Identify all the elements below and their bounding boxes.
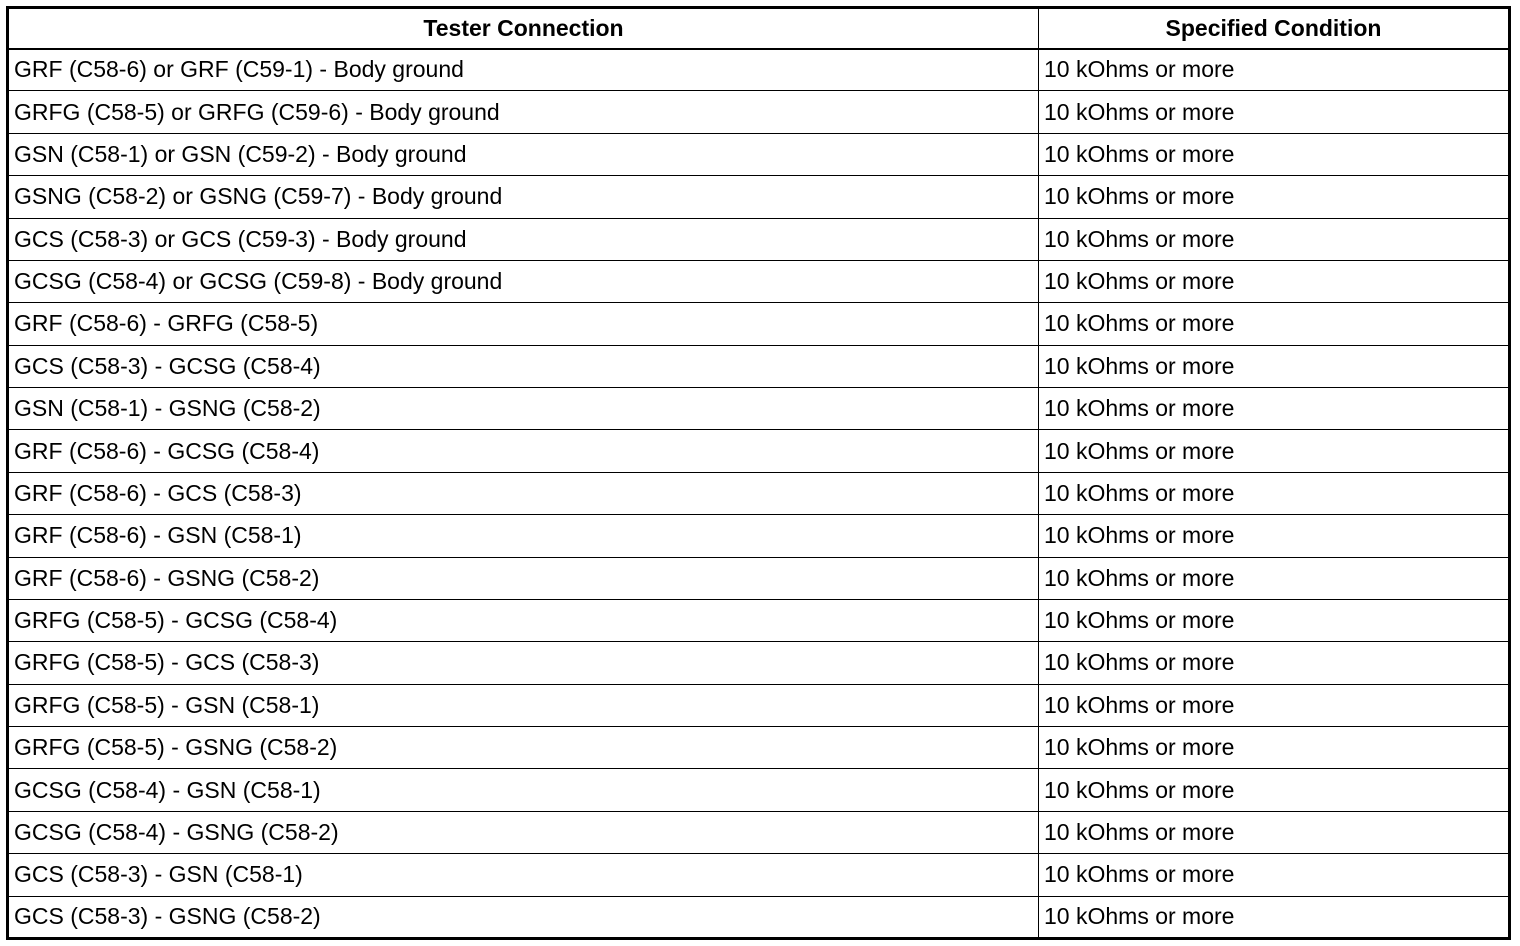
table-row: [8, 769, 1510, 811]
specified-condition-cell: 10 kOhms or more: [1039, 430, 1510, 472]
table-row: [8, 472, 1510, 514]
specified-condition-cell: 10 kOhms or more: [1039, 515, 1510, 557]
specified-condition-cell: 10 kOhms or more: [1039, 218, 1510, 260]
table-header: [8, 8, 1510, 49]
tester-connection-cell: GCSG (C58-4) - GSNG (C58-2): [8, 811, 1039, 853]
table-row: [8, 218, 1510, 260]
specified-condition-cell: 10 kOhms or more: [1039, 260, 1510, 302]
table-row: [8, 388, 1510, 430]
tester-connection-cell: GCS (C58-3) - GSN (C58-1): [8, 854, 1039, 896]
specified-condition-cell: 10 kOhms or more: [1039, 896, 1510, 939]
tester-connection-table: [6, 6, 1511, 940]
specified-condition-cell: 10 kOhms or more: [1039, 91, 1510, 133]
tester-connection-cell: GRF (C58-6) - GSNG (C58-2): [8, 557, 1039, 599]
specified-condition-cell: 10 kOhms or more: [1039, 472, 1510, 514]
table-row: [8, 260, 1510, 302]
table-row: [8, 854, 1510, 896]
table-row: [8, 176, 1510, 218]
specified-condition-cell: 10 kOhms or more: [1039, 303, 1510, 345]
tester-connection-cell: GRFG (C58-5) - GCS (C58-3): [8, 642, 1039, 684]
specified-condition-cell: 10 kOhms or more: [1039, 684, 1510, 726]
tester-connection-cell: GSNG (C58-2) or GSNG (C59-7) - Body ground: [8, 176, 1039, 218]
tester-connection-cell: GCSG (C58-4) - GSN (C58-1): [8, 769, 1039, 811]
table-row: [8, 811, 1510, 853]
specified-condition-cell: 10 kOhms or more: [1039, 345, 1510, 387]
specified-condition-cell: 10 kOhms or more: [1039, 176, 1510, 218]
specified-condition-cell: 10 kOhms or more: [1039, 854, 1510, 896]
table-row: [8, 896, 1510, 939]
header-specified-condition: Specified Condition: [1039, 8, 1510, 49]
table-row: [8, 684, 1510, 726]
tester-connection-cell: GSN (C58-1) - GSNG (C58-2): [8, 388, 1039, 430]
table-row: [8, 727, 1510, 769]
tester-connection-cell: GCS (C58-3) or GCS (C59-3) - Body ground: [8, 218, 1039, 260]
tester-connection-cell: GRFG (C58-5) or GRFG (C59-6) - Body ground: [8, 91, 1039, 133]
tester-connection-cell: GCS (C58-3) - GSNG (C58-2): [8, 896, 1039, 939]
specified-condition-cell: 10 kOhms or more: [1039, 557, 1510, 599]
table-row: [8, 303, 1510, 345]
tester-connection-cell: GRF (C58-6) or GRF (C59-1) - Body ground: [8, 49, 1039, 91]
specified-condition-cell: 10 kOhms or more: [1039, 133, 1510, 175]
tester-connection-cell: GCSG (C58-4) or GCSG (C59-8) - Body ground: [8, 260, 1039, 302]
specified-condition-cell: 10 kOhms or more: [1039, 811, 1510, 853]
tester-connection-cell: GRF (C58-6) - GCSG (C58-4): [8, 430, 1039, 472]
header-row: [8, 8, 1510, 49]
table-row: [8, 515, 1510, 557]
header-tester-connection: Tester Connection: [8, 8, 1039, 49]
table-row: [8, 345, 1510, 387]
specified-condition-cell: 10 kOhms or more: [1039, 49, 1510, 91]
tester-connection-cell: GRFG (C58-5) - GSN (C58-1): [8, 684, 1039, 726]
specified-condition-cell: 10 kOhms or more: [1039, 642, 1510, 684]
table-row: [8, 430, 1510, 472]
tester-connection-cell: GRF (C58-6) - GSN (C58-1): [8, 515, 1039, 557]
tester-connection-cell: GSN (C58-1) or GSN (C59-2) - Body ground: [8, 133, 1039, 175]
table-row: [8, 599, 1510, 641]
tester-connection-cell: GCS (C58-3) - GCSG (C58-4): [8, 345, 1039, 387]
specified-condition-cell: 10 kOhms or more: [1039, 388, 1510, 430]
table-row: [8, 557, 1510, 599]
table-row: [8, 642, 1510, 684]
specified-condition-cell: 10 kOhms or more: [1039, 727, 1510, 769]
table-row: [8, 133, 1510, 175]
tester-connection-cell: GRFG (C58-5) - GCSG (C58-4): [8, 599, 1039, 641]
table-row: [8, 49, 1510, 91]
specified-condition-cell: 10 kOhms or more: [1039, 769, 1510, 811]
tester-connection-cell: GRF (C58-6) - GRFG (C58-5): [8, 303, 1039, 345]
specified-condition-cell: 10 kOhms or more: [1039, 599, 1510, 641]
table-row: [8, 91, 1510, 133]
tester-connection-cell: GRF (C58-6) - GCS (C58-3): [8, 472, 1039, 514]
tester-connection-cell: GRFG (C58-5) - GSNG (C58-2): [8, 727, 1039, 769]
table-body: [8, 49, 1510, 939]
